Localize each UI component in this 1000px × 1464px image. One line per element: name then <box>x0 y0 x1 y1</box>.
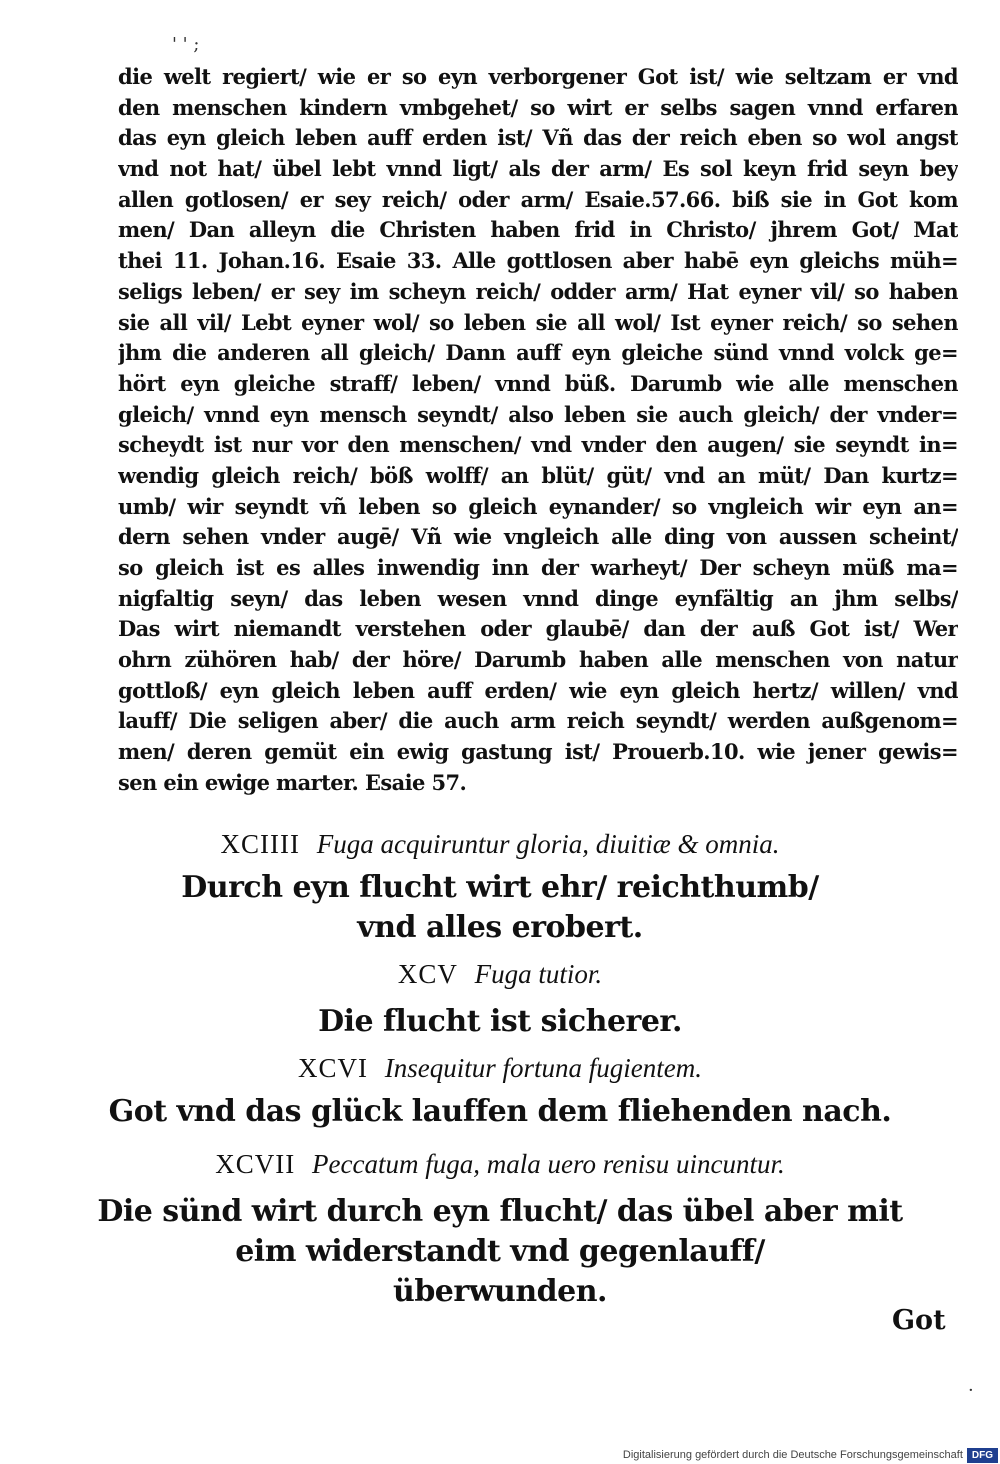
proverb-number: XCVII <box>215 1149 296 1179</box>
body-line: allen gotlosen/ er sey reich/ oder arm/ Esaie.57.66. biß sie in Got kom <box>118 186 958 212</box>
proverb-latin-text: Peccatum fuga, mala uero renisu uincuntur. <box>312 1149 785 1179</box>
body-line: men/ deren gemüt ein ewig gastung ist/ Prouerb.10. wie jener gewis= <box>118 739 958 765</box>
body-line: lauff/ Die seligen aber/ die auch arm reich seyndt/ werden außgenom= <box>118 708 958 734</box>
proverb-latin-text: Fuga acquiruntur gloria, diuitiæ & omnia. <box>316 829 780 859</box>
proverb-97-latin-heading <box>0 1148 1000 1180</box>
body-line: thei 11. Johan.16. Esaie 33. Alle gottlosen aber habē eyn gleichs müh= <box>118 248 958 274</box>
body-line: nigfaltig seyn/ das leben wesen vnnd dinge eynfältig an jhm selbs/ <box>118 585 958 611</box>
proverb-96-german-line-1: Got vnd das glück lauffen dem fliehenden nach. <box>108 1094 892 1129</box>
body-line: ohrn zühören hab/ der höre/ Darumb haben alle menschen von natur <box>118 647 958 673</box>
proverb-97-german-line-1: Die sünd wirt durch eyn flucht/ das übel aber mit <box>97 1194 903 1229</box>
body-line: vnd not hat/ übel lebt vnnd ligt/ als der arm/ Es sol keyn frid seyn bey <box>118 156 958 182</box>
proverb-95-latin-heading <box>0 958 1000 990</box>
proverb-97-german-line-2: eim widerstandt vnd gegenlauff/ <box>235 1234 765 1269</box>
body-line: das eyn gleich leben auff erden ist/ Vñ das der reich eben so wol angst <box>118 125 958 151</box>
top-margin-marks: ' ' ; <box>172 34 200 55</box>
body-line: jhm die anderen all gleich/ Dann auff eyn gleiche sünd vnnd volck ge= <box>118 340 958 366</box>
body-line: gottloß/ eyn gleich leben auff erden/ wie eyn gleich hertz/ willen/ vnd <box>118 677 958 703</box>
proverb-96-latin-heading <box>0 1052 1000 1084</box>
body-line: die welt regiert/ wie er so eyn verborgener Got ist/ wie seltzam er vnd <box>118 64 958 89</box>
body-line: so gleich ist es alles inwendig inn der warheyt/ Der scheyn müß ma= <box>118 555 958 580</box>
proverb-number: XCV <box>397 959 458 989</box>
margin-speck: · <box>968 1380 974 1401</box>
footer-credit-text: Digitalisierung gefördert durch die Deutsche Forschungsgemeinschaft <box>622 1449 963 1461</box>
body-line: dern sehen vnder augē/ Vñ wie vngleich alle ding von aussen scheint/ <box>118 524 958 550</box>
proverb-number: XCIIII <box>220 829 300 859</box>
body-text-block <box>118 62 958 799</box>
dfg-logo: DFG <box>967 1448 998 1463</box>
body-line: sie all vil/ Lebt eyner wol/ so leben sie all wol/ Ist eyner reich/ so sehen <box>118 309 958 335</box>
body-line: hört eyn gleiche straff/ leben/ vnnd büß. Darumb wie alle menschen <box>118 370 958 396</box>
proverb-number: XCVI <box>298 1053 368 1083</box>
body-line: men/ Dan alleyn die Christen haben frid in Christo/ jhrem Got/ Mat <box>118 217 958 243</box>
body-line: den menschen kindern vmbgehet/ so wirt er selbs sagen vnnd erfaren <box>118 94 958 120</box>
body-line: wendig gleich reich/ böß wolff/ an blüt/ güt/ vnd an müt/ Dan kurtz= <box>118 462 958 488</box>
body-line: umb/ wir seyndt vñ leben so gleich eynander/ so vngleich wir eyn an= <box>118 493 958 519</box>
proverb-94-german-line-1: Durch eyn flucht wirt ehr/ reichthumb/ <box>181 870 819 905</box>
body-line: sen ein ewige marter. Esaie 57. <box>118 769 467 795</box>
body-line: gleich/ vnnd eyn mensch seyndt/ also leben sie auch gleich/ der vnder= <box>118 401 958 427</box>
proverb-95-german-line-1: Die flucht ist sicherer. <box>318 1004 682 1039</box>
proverb-94-german-line-2: vnd alles erobert. <box>357 910 643 945</box>
proverb-94-latin-heading <box>0 828 1000 860</box>
proverb-latin-text: Insequitur fortuna fugientem. <box>384 1053 702 1083</box>
proverb-97-german-line-3: überwunden. <box>393 1274 607 1309</box>
body-line: seligs leben/ er sey im scheyn reich/ odder arm/ Hat eyner vil/ so haben <box>118 278 958 304</box>
body-line: Das wirt niemandt verstehen oder glaubē/ dan der auß Got ist/ Wer <box>118 616 958 642</box>
proverb-latin-text: Fuga tutior. <box>474 959 603 989</box>
body-line: scheydt ist nur vor den menschen/ vnd vnder den augen/ sie seyndt in= <box>118 432 958 458</box>
digitization-footer <box>617 1446 1000 1464</box>
catchword: Got <box>892 1305 946 1336</box>
